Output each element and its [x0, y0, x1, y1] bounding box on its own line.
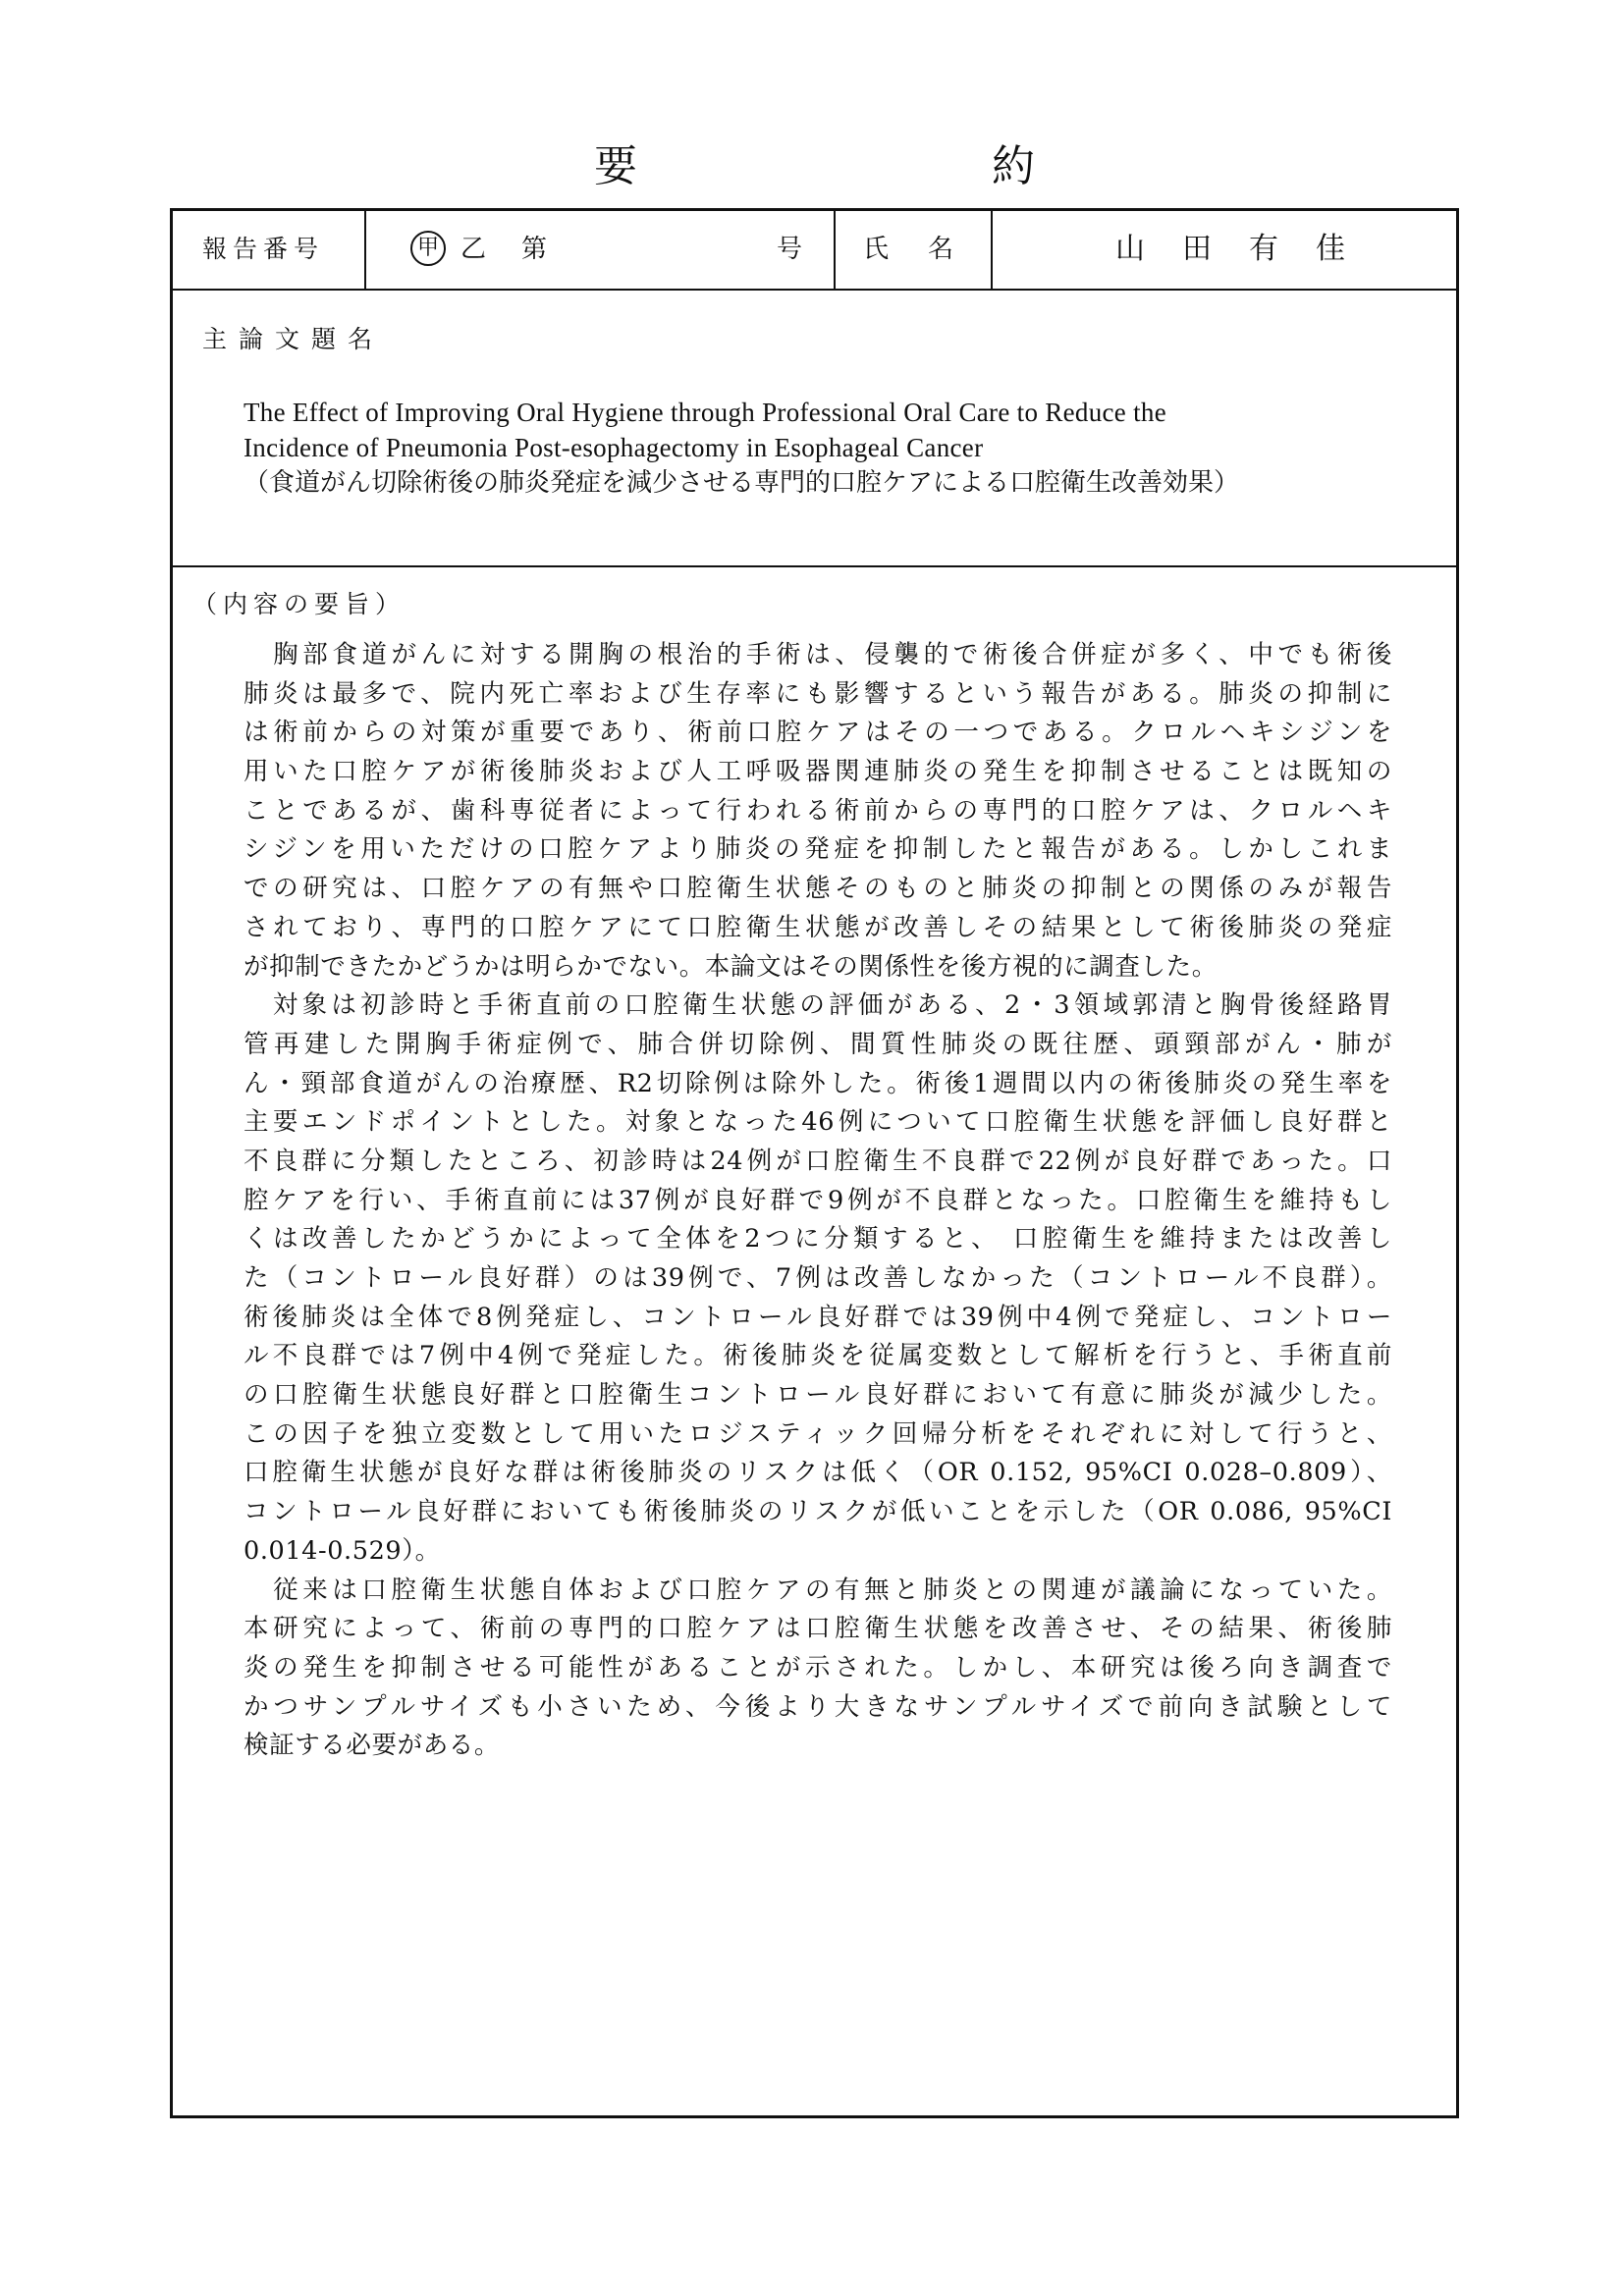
name-value-cell	[993, 211, 1456, 289]
summary-line: コントロール良好群においても術後肺炎のリスクが低いことを示した（OR 0.086, 95%CI	[244, 1497, 1392, 1527]
summary-line: た（コントロール良好群）のは39例で、7例は改善しなかった（コントロール不良群）。	[244, 1263, 1392, 1293]
summary-line: ん・頸部食道がんの治療歴、R2切除例は除外した。術後1週間以内の術後肺炎の発生率を	[244, 1068, 1392, 1098]
person-name: 山田有佳	[1115, 232, 1382, 266]
summary-body	[244, 636, 1392, 1766]
summary-line: 0.014-0.529）。	[244, 1535, 441, 1566]
english-title-line: Incidence of Pneumonia Post-esophagectomy in Esophageal Cancer	[244, 433, 984, 462]
summary-form-frame	[170, 208, 1459, 2118]
page-title-left-char: 要	[594, 141, 637, 191]
report-number-label: 報告番号	[202, 235, 325, 263]
japanese-title: （食道がん切除術後の肺炎発症を減少させる専門的口腔ケアによる口腔衛生改善効果）	[244, 468, 1240, 498]
summary-line: 用いた口腔ケアが術後肺炎および人工呼吸器関連肺炎の発生を抑制させることは既知の	[244, 757, 1392, 787]
summary-line: 肺炎は最多で、院内死亡率および生存率にも影響するという報告がある。肺炎の抑制に	[244, 678, 1392, 709]
otsu-char: 乙	[460, 235, 487, 264]
header-row	[173, 211, 1456, 291]
summary-line: は術前からの対策が重要であり、術前口腔ケアはその一つである。クロルヘキシジンを	[244, 718, 1392, 748]
thesis-title-label: 主論文題名	[202, 325, 385, 353]
summary-line: が抑制できたかどうかは明らかでない。本論文はその関係性を後方視的に調査した。	[244, 951, 1218, 982]
summary-line: 腔ケアを行い、手術直前には37例が良好群で9例が不良群となった。口腔衛生を維持もし	[244, 1185, 1392, 1215]
summary-line: 検証する必要がある。	[244, 1731, 501, 1761]
ko-circle-mark: 甲	[410, 231, 446, 266]
english-title-line: The Effect of Improving Oral Hygiene through Professional Oral Care to Reduce the	[244, 398, 1167, 427]
summary-line: 術後肺炎は全体で8例発症し、コントロール良好群では39例中4例で発症し、コントロー	[244, 1302, 1392, 1332]
page-title-right-char: 約	[992, 141, 1035, 191]
page-title	[0, 137, 1624, 196]
summary-line: ル不良群では7例中4例で発症した。術後肺炎を従属変数として解析を行うと、手術直前	[244, 1341, 1392, 1371]
summary-line: の口腔衛生状態良好群と口腔衛生コントロール良好群において有意に肺炎が減少した。	[244, 1380, 1392, 1411]
summary-line: 不良群に分類したところ、初診時は24例が口腔衛生不良群で22例が良好群であった。口	[244, 1146, 1392, 1176]
summary-line: この因子を独立変数として用いたロジスティック回帰分析をそれぞれに対して行うと、	[244, 1418, 1392, 1449]
name-label: 氏名	[863, 235, 994, 264]
summary-line: 口腔衛生状態が良好な群は術後肺炎のリスクは低く（OR 0.152, 95%CI 0.028–0.809）、	[244, 1458, 1392, 1488]
english-title	[244, 395, 1422, 465]
summary-line: 主要エンドポイントとした。対象となった46例について口腔衛生状態を評価し良好群と	[244, 1107, 1392, 1138]
summary-label: （内容の要旨）	[192, 590, 406, 618]
report-number-label-cell	[173, 211, 366, 289]
summary-line: 炎の発生を抑制させる可能性があることが示された。しかし、本研究は後ろ向き調査で	[244, 1652, 1392, 1682]
summary-line: ことであるが、歯科専従者によって行われる術前からの専門的口腔ケアは、クロルヘキ	[244, 795, 1392, 826]
summary-line: かつサンプルサイズも小さいため、今後より大きなサンプルサイズで前向き試験として	[244, 1691, 1392, 1722]
dai-char: 第	[521, 235, 548, 264]
report-number-cell	[366, 211, 836, 289]
go-char: 号	[777, 235, 803, 264]
summary-section	[173, 567, 1456, 2115]
summary-line: くは改善したかどうかによって全体を2つに分類すると、 口腔衛生を維持または改善し	[244, 1224, 1392, 1255]
thesis-title-section	[173, 291, 1456, 567]
name-label-cell	[836, 211, 993, 289]
summary-line: シジンを用いただけの口腔ケアより肺炎の発症を抑制したと報告がある。しかしこれま	[244, 834, 1392, 865]
summary-line: 本研究によって、術前の専門的口腔ケアは口腔衛生状態を改善させ、その結果、術後肺	[244, 1614, 1392, 1644]
summary-line: 管再建した開胸手術症例で、肺合併切除例、間質性肺炎の既往歴、頭頸部がん・肺が	[244, 1029, 1392, 1059]
summary-line: 胸部食道がんに対する開胸の根治的手術は、侵襲的で術後合併症が多く、中でも術後	[244, 640, 1392, 669]
summary-line: されており、専門的口腔ケアにて口腔衛生状態が改善しその結果として術後肺炎の発症	[244, 912, 1392, 942]
summary-line: での研究は、口腔ケアの有無や口腔衛生状態そのものと肺炎の抑制との関係のみが報告	[244, 874, 1392, 904]
summary-line: 対象は初診時と手術直前の口腔衛生状態の評価がある、2・3領域郭清と胸骨後経路胃	[244, 990, 1392, 1021]
summary-line: 従来は口腔衛生状態自体および口腔ケアの有無と肺炎との関連が議論になっていた。	[244, 1575, 1392, 1605]
